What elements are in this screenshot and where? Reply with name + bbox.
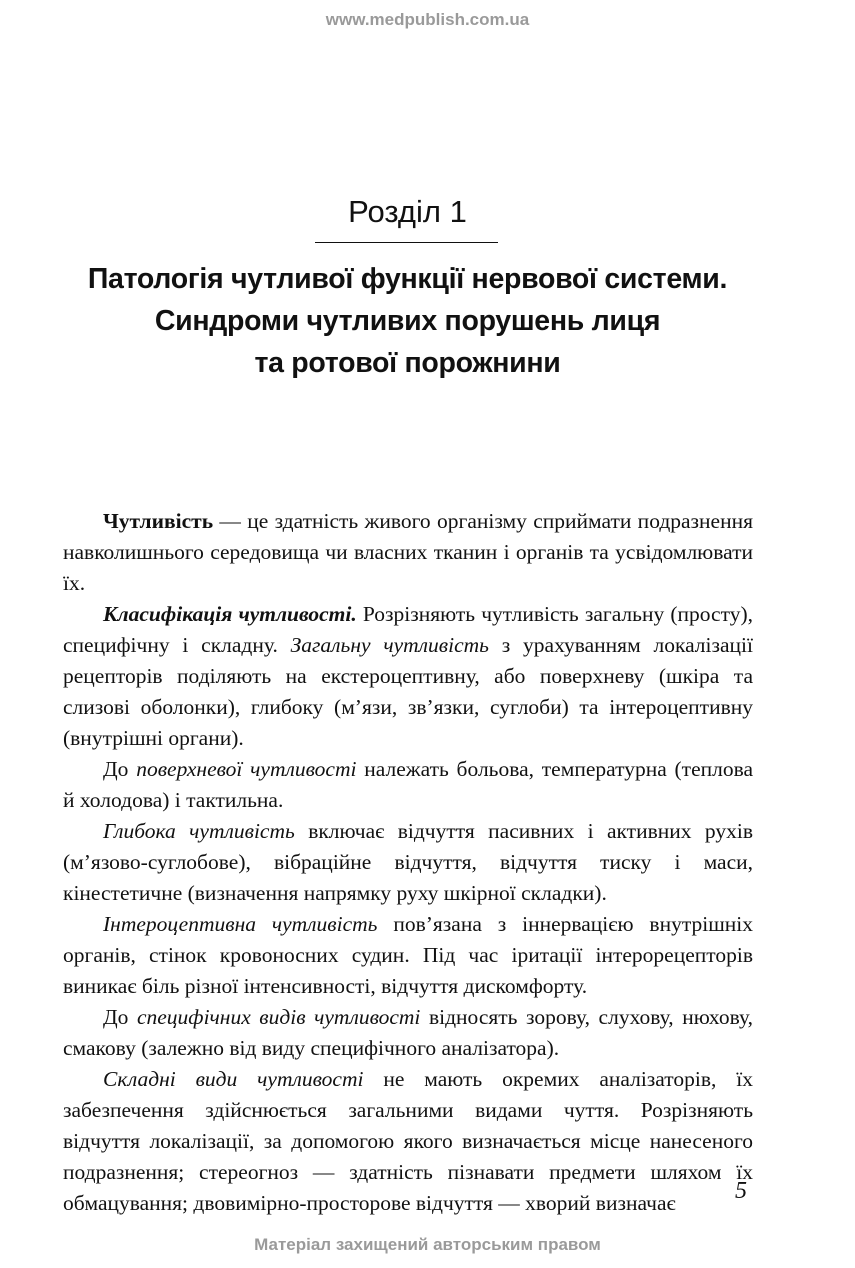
term-bold: Чутливість	[103, 509, 214, 533]
term-italic: Інтероцептивна чутливість	[103, 912, 378, 936]
term-italic: Загальну чутливість	[290, 633, 489, 657]
paragraph-interoceptive	[63, 909, 753, 1002]
copyright-notice: Матеріал захищений авторським правом	[254, 1235, 601, 1254]
chapter-title	[40, 258, 775, 384]
chapter-title-line: та ротової порожнини	[254, 347, 561, 379]
paragraph-text: пов’язана з іннервацією внутрішніх органів, стінок кровоносних судин. Під час іритації інтерорецепторів виникає біль різної інтенсивності, відчуття дискомфорту.	[63, 912, 753, 998]
paragraph-definition	[63, 506, 753, 599]
chapter-divider	[315, 242, 498, 243]
paragraph-text: з урахуванням локалізації рецепторів поділяють на екстероцептивну, або поверхневу (шкіра та слизові оболонки), глибоку (м’язи, зв’язки, суглоби) та інтероцептивну (внутрішні органи).	[63, 633, 753, 750]
paragraph-text: включає відчуття пасивних і активних рухів (м’язово-суглобове), вібраційне відчуття, відчуття тиску і маси, кінестетичне (визначення напрямку руху шкірної складки).	[63, 819, 753, 905]
paragraph-superficial	[63, 754, 753, 816]
chapter-title-line: Патологія чутливої функції нервової системи.	[87, 263, 728, 295]
chapter-title-line: Синдроми чутливих порушень лиця	[154, 305, 661, 337]
term-italic: специфічних видів чутливості	[136, 1005, 421, 1029]
term-bold-italic: Класифікація чутливості.	[103, 602, 357, 626]
publisher-url: www.medpublish.com.ua	[325, 10, 530, 29]
paragraph-text: належать больова, температурна (теплова й холодова) і тактильна.	[63, 757, 754, 812]
body-text	[63, 506, 753, 1219]
paragraph-text: — це здатність живого організму сприймати подразнення навколишнього середовища чи власних тканин і органів та усвідомлювати їх.	[63, 509, 753, 595]
paragraph-classification	[63, 599, 753, 754]
term-italic: поверхневої чутливості	[136, 757, 357, 781]
paragraph-text: Розрізняють чутливість загальну (просту), специфічну і складну.	[63, 602, 753, 657]
paragraph-lead: До	[103, 1005, 137, 1029]
paragraph-lead: До	[103, 757, 137, 781]
paragraph-text: не мають окремих аналізаторів, їх забезпечення здійснюється загальними видами чуття. Розрізняють відчуття локалізації, за допомогою якого визначається місце нанесеного подразнення; стереогноз — здатність пізнавати предмети шляхом їх обмацування; двовимірно-просторове відчуття — хворий визначає	[63, 1067, 753, 1215]
term-italic: Глибока чутливість	[103, 819, 295, 843]
page-number: 5	[735, 1178, 747, 1204]
chapter-label: Розділ 1	[348, 194, 467, 229]
paragraph-deep	[63, 816, 753, 909]
paragraph-complex	[63, 1064, 753, 1219]
paragraph-specific	[63, 1002, 753, 1064]
term-italic: Складні види чутливості	[103, 1067, 364, 1091]
paragraph-text: відносять зорову, слухову, нюхову, смакову (залежно від виду специфічного аналізатора).	[63, 1005, 753, 1060]
